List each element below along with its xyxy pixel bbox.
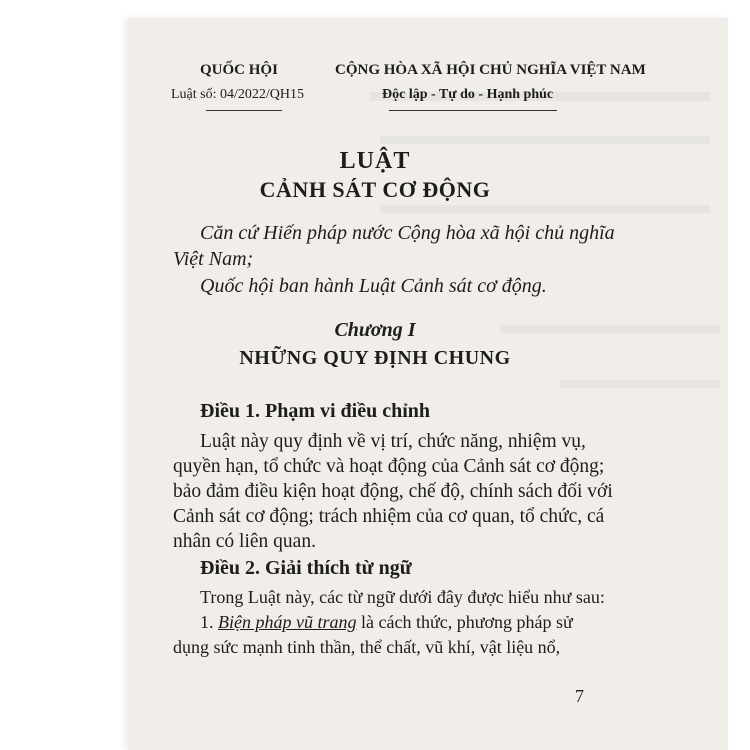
header-divider-right xyxy=(389,110,557,111)
paragraph-line: dụng sức mạnh tinh thần, thể chất, vũ khí, vật liệu nổ, xyxy=(173,637,561,657)
legal-basis-line: Căn cứ Hiến pháp nước Cộng hòa xã hội chủ nghĩa xyxy=(200,222,615,244)
national-motto: Độc lập - Tự do - Hạnh phúc xyxy=(382,87,554,102)
paragraph-line: quyền hạn, tổ chức và hoạt động của Cảnh sát cơ động; xyxy=(173,456,605,477)
page-number: 7 xyxy=(575,686,584,706)
chapter-title: NHỮNG QUY ĐỊNH CHUNG xyxy=(239,347,511,369)
defined-term: Biện pháp vũ trang xyxy=(218,612,357,632)
document-title-line1: LUẬT xyxy=(339,148,411,174)
article-heading: Điều 2. Giải thích từ ngữ xyxy=(200,557,412,579)
bleed-through-shadow xyxy=(560,380,720,400)
republic-name: CỘNG HÒA XÃ HỘI CHỦ NGHĨA VIỆT NAM xyxy=(335,62,646,78)
paragraph-line: Trong Luật này, các từ ngữ dưới đây được hiểu như sau: xyxy=(200,587,605,607)
law-number: Luật số: 04/2022/QH15 xyxy=(171,87,304,102)
item-text: là cách thức, phương pháp sử xyxy=(356,612,573,632)
chapter-label: Chương I xyxy=(334,319,416,341)
document-title-line2: CẢNH SÁT CƠ ĐỘNG xyxy=(259,177,491,202)
article-heading: Điều 1. Phạm vi điều chỉnh xyxy=(200,400,431,422)
paragraph-line xyxy=(200,612,573,633)
item-number: 1. xyxy=(200,612,218,632)
header-divider-left xyxy=(206,110,282,111)
paragraph-line: nhân có liên quan. xyxy=(173,531,316,552)
paragraph-line: bảo đảm điều kiện hoạt động, chế độ, chính sách đối với xyxy=(173,481,613,502)
legal-basis-line: Việt Nam; xyxy=(173,248,254,270)
legal-basis-line: Quốc hội ban hành Luật Cảnh sát cơ động. xyxy=(200,275,547,297)
paragraph-line: Luật này quy định về vị trí, chức năng, nhiệm vụ, xyxy=(200,431,586,452)
issuer-label: QUỐC HỘI xyxy=(200,62,278,78)
paragraph-line: Cảnh sát cơ động; trách nhiệm của cơ quan, tổ chức, cá xyxy=(173,506,605,527)
